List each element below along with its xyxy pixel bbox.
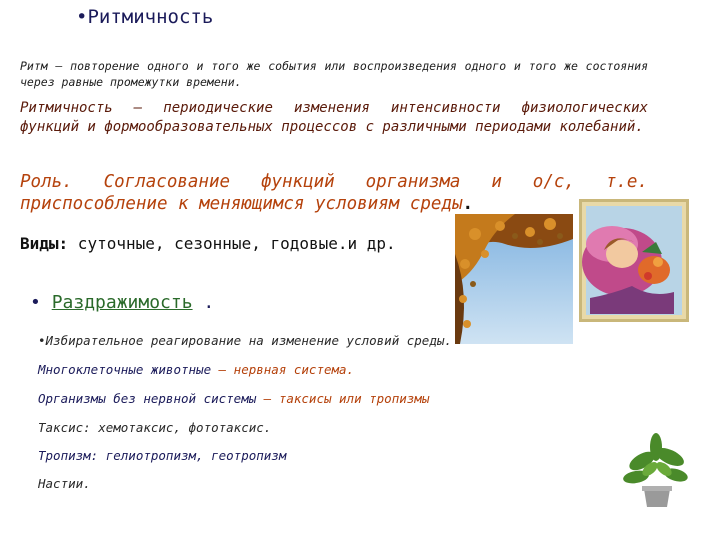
list-item-taxis: Таксис: хемотаксис, фототаксис. — [38, 420, 272, 435]
list-item-no-nervous-rest: – таксисы или тропизмы — [256, 391, 430, 406]
list-item-multicellular — [38, 362, 354, 377]
list-item-no-nervous — [38, 391, 429, 406]
types-label: Виды: — [20, 234, 69, 253]
potted-plant-image — [622, 431, 692, 511]
types-text: суточные, сезонные, годовые.и др. — [68, 234, 396, 253]
list-item-nastia: Настии. — [38, 476, 91, 491]
role-paragraph — [20, 171, 648, 215]
rhythmicity-definition: Ритмичность – периодические изменения интенсивности физиологических функций и формообразовательных процессов с различными периодами колебаний. — [20, 100, 648, 135]
types-line — [20, 234, 396, 253]
irritability-title-text: Раздражимость — [51, 292, 193, 313]
rhythm-title: •Ритмичность — [76, 6, 214, 28]
role-end: . — [462, 194, 474, 214]
irritability-title — [30, 292, 214, 313]
rhythm-definition: Ритм – повторение одного и того же события или воспроизведения одного и того же состояния через равные промежутки времени. — [20, 59, 648, 89]
bullet: • — [30, 292, 52, 313]
list-item-tropism: Тропизм: гелиотропизм, геотропизм — [38, 448, 287, 463]
list-item-selective: •Избирательное реагирование на изменение условий среды. — [38, 333, 452, 348]
list-item-multicellular-rest: – нервная система. — [211, 362, 355, 377]
sleeping-woman-painting — [579, 199, 689, 322]
list-item-multicellular-label: Многоклеточные животные — [38, 362, 212, 377]
role-text: Согласование функций организма и о/с, т.е. приспособление к меняющимся условиям среды — [20, 172, 648, 214]
autumn-tree-sky-image — [455, 214, 573, 344]
irritability-title-end: . — [192, 292, 215, 313]
role-label: Роль. — [20, 172, 73, 192]
list-item-no-nervous-label: Организмы без нервной системы — [38, 391, 257, 406]
